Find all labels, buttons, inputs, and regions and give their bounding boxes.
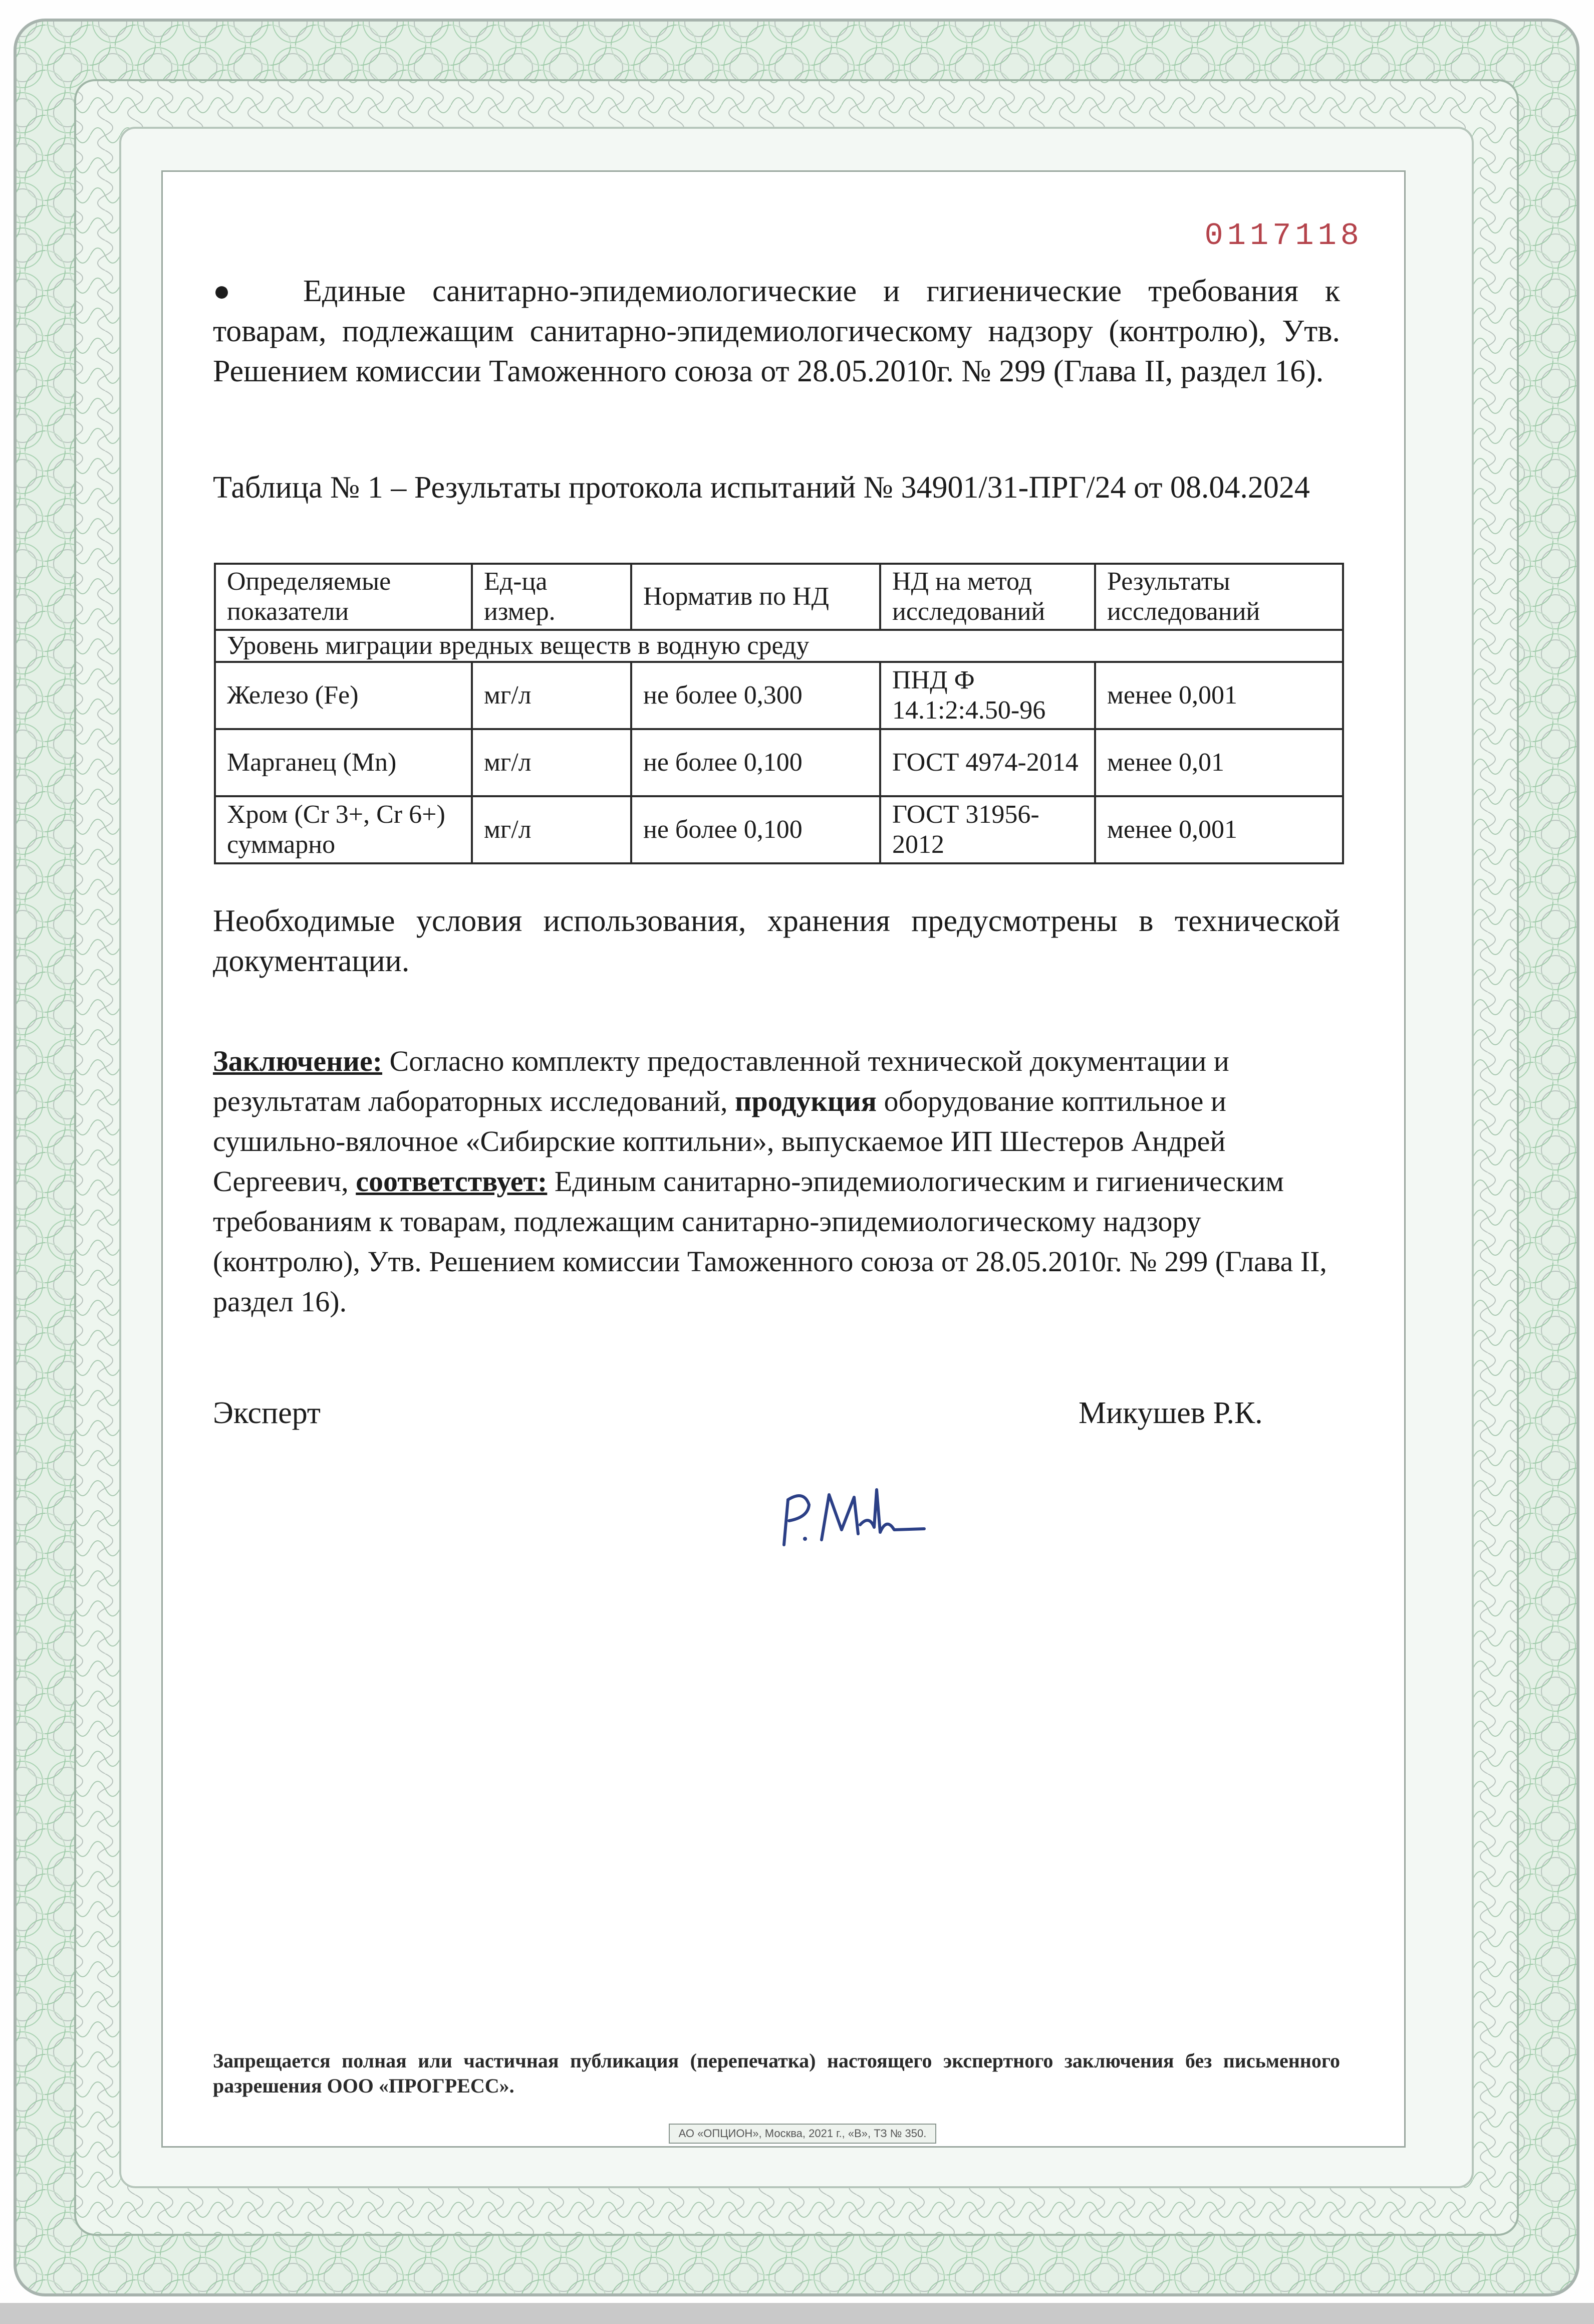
expert-label: Эксперт — [213, 1396, 321, 1430]
header-cell: Определяемые показатели — [215, 564, 472, 630]
header-cell: Норматив по НД — [631, 564, 880, 630]
footer-notice: Запрещается полная или частичная публикация (перепечатка) настоящего экспертного заключения без письменного разрешения ООО «ПРОГРЕСС». — [213, 2049, 1340, 2097]
method-cell: ПНД Ф 14.1:2:4.50-96 — [880, 662, 1095, 729]
unit-cell: мг/л — [472, 662, 631, 729]
indicator-cell: Хром (Cr 3+, Cr 6+) суммарно — [215, 796, 472, 863]
table-row — [215, 796, 1343, 863]
indicator-cell: Железо (Fe) — [215, 662, 472, 729]
table-title: Таблица № 1 – Результаты протокола испытаний № 34901/31-ПРГ/24 от 08.04.2024 — [213, 471, 1310, 505]
content-area — [161, 170, 1406, 2148]
method-cell: ГОСТ 31956-2012 — [880, 796, 1095, 863]
norm-cell: не более 0,300 — [631, 662, 880, 729]
norm-cell: не более 0,100 — [631, 796, 880, 863]
serial-number: 0117118 — [1204, 218, 1363, 254]
section-title: Уровень миграции вредных веществ в водную среду — [215, 630, 1343, 662]
conclusion-text-3: Единым санитарно-эпидемиологическим и гигиеническим требованиям к товарам, подлежащим санитарно-эпидемиологическому надзору (контролю), Утв. Решением комиссии Таможенного союза от 28.05.2010г. № 299 (Глава II, раздел 16). — [213, 1165, 1327, 1318]
header-cell: НД на метод исследований — [880, 564, 1095, 630]
table-row — [215, 662, 1343, 729]
table-header-row — [215, 564, 1343, 630]
printer-imprint: АО «ОПЦИОН», Москва, 2021 г., «В», ТЗ № 350. — [669, 2124, 936, 2144]
table-row — [215, 729, 1343, 796]
conclusion-text-2: оборудование коптильное и сушильно-вялочное «Сибирские коптильни», выпускаемое ИП Шестеров Андрей Сергеевич, — [213, 1085, 1226, 1198]
product-label: продукция — [735, 1085, 877, 1117]
signature-icon — [774, 1475, 934, 1555]
expert-name: Микушев Р.К. — [1079, 1396, 1263, 1430]
results-table — [214, 563, 1344, 864]
indicator-cell: Марганец (Mn) — [215, 729, 472, 796]
unit-cell: мг/л — [472, 796, 631, 863]
header-cell: Ед-ца измер. — [472, 564, 631, 630]
conclusion-text-1: Согласно комплекту предоставленной технической документации и результатам лабораторных исследований, — [213, 1045, 1229, 1117]
requirement-bullet — [213, 271, 1340, 391]
complies-label: соответствует: — [356, 1165, 548, 1198]
conclusion-label: Заключение: — [213, 1045, 383, 1077]
method-cell: ГОСТ 4974-2014 — [880, 729, 1095, 796]
usage-conditions: Необходимые условия использования, хранения предусмотрены в технической документации. — [213, 904, 1340, 978]
result-cell: менее 0,01 — [1095, 729, 1343, 796]
scan-edge — [0, 2303, 1594, 2324]
table-section-row — [215, 630, 1343, 662]
header-cell: Результаты исследований — [1095, 564, 1343, 630]
bullet-icon: ● — [213, 275, 231, 307]
unit-cell: мг/л — [472, 729, 631, 796]
conclusion — [213, 1041, 1345, 1322]
norm-cell: не более 0,100 — [631, 729, 880, 796]
result-cell: менее 0,001 — [1095, 796, 1343, 863]
result-cell: менее 0,001 — [1095, 662, 1343, 729]
requirement-text: Единые санитарно-эпидемиологические и гигиенические требования к товарам, подлежащим санитарно-эпидемиологическому надзору (контролю), Утв. Решением комиссии Таможенного союза от 28.05.2010г. № 299 (Глава II, раздел 16). — [213, 274, 1340, 388]
